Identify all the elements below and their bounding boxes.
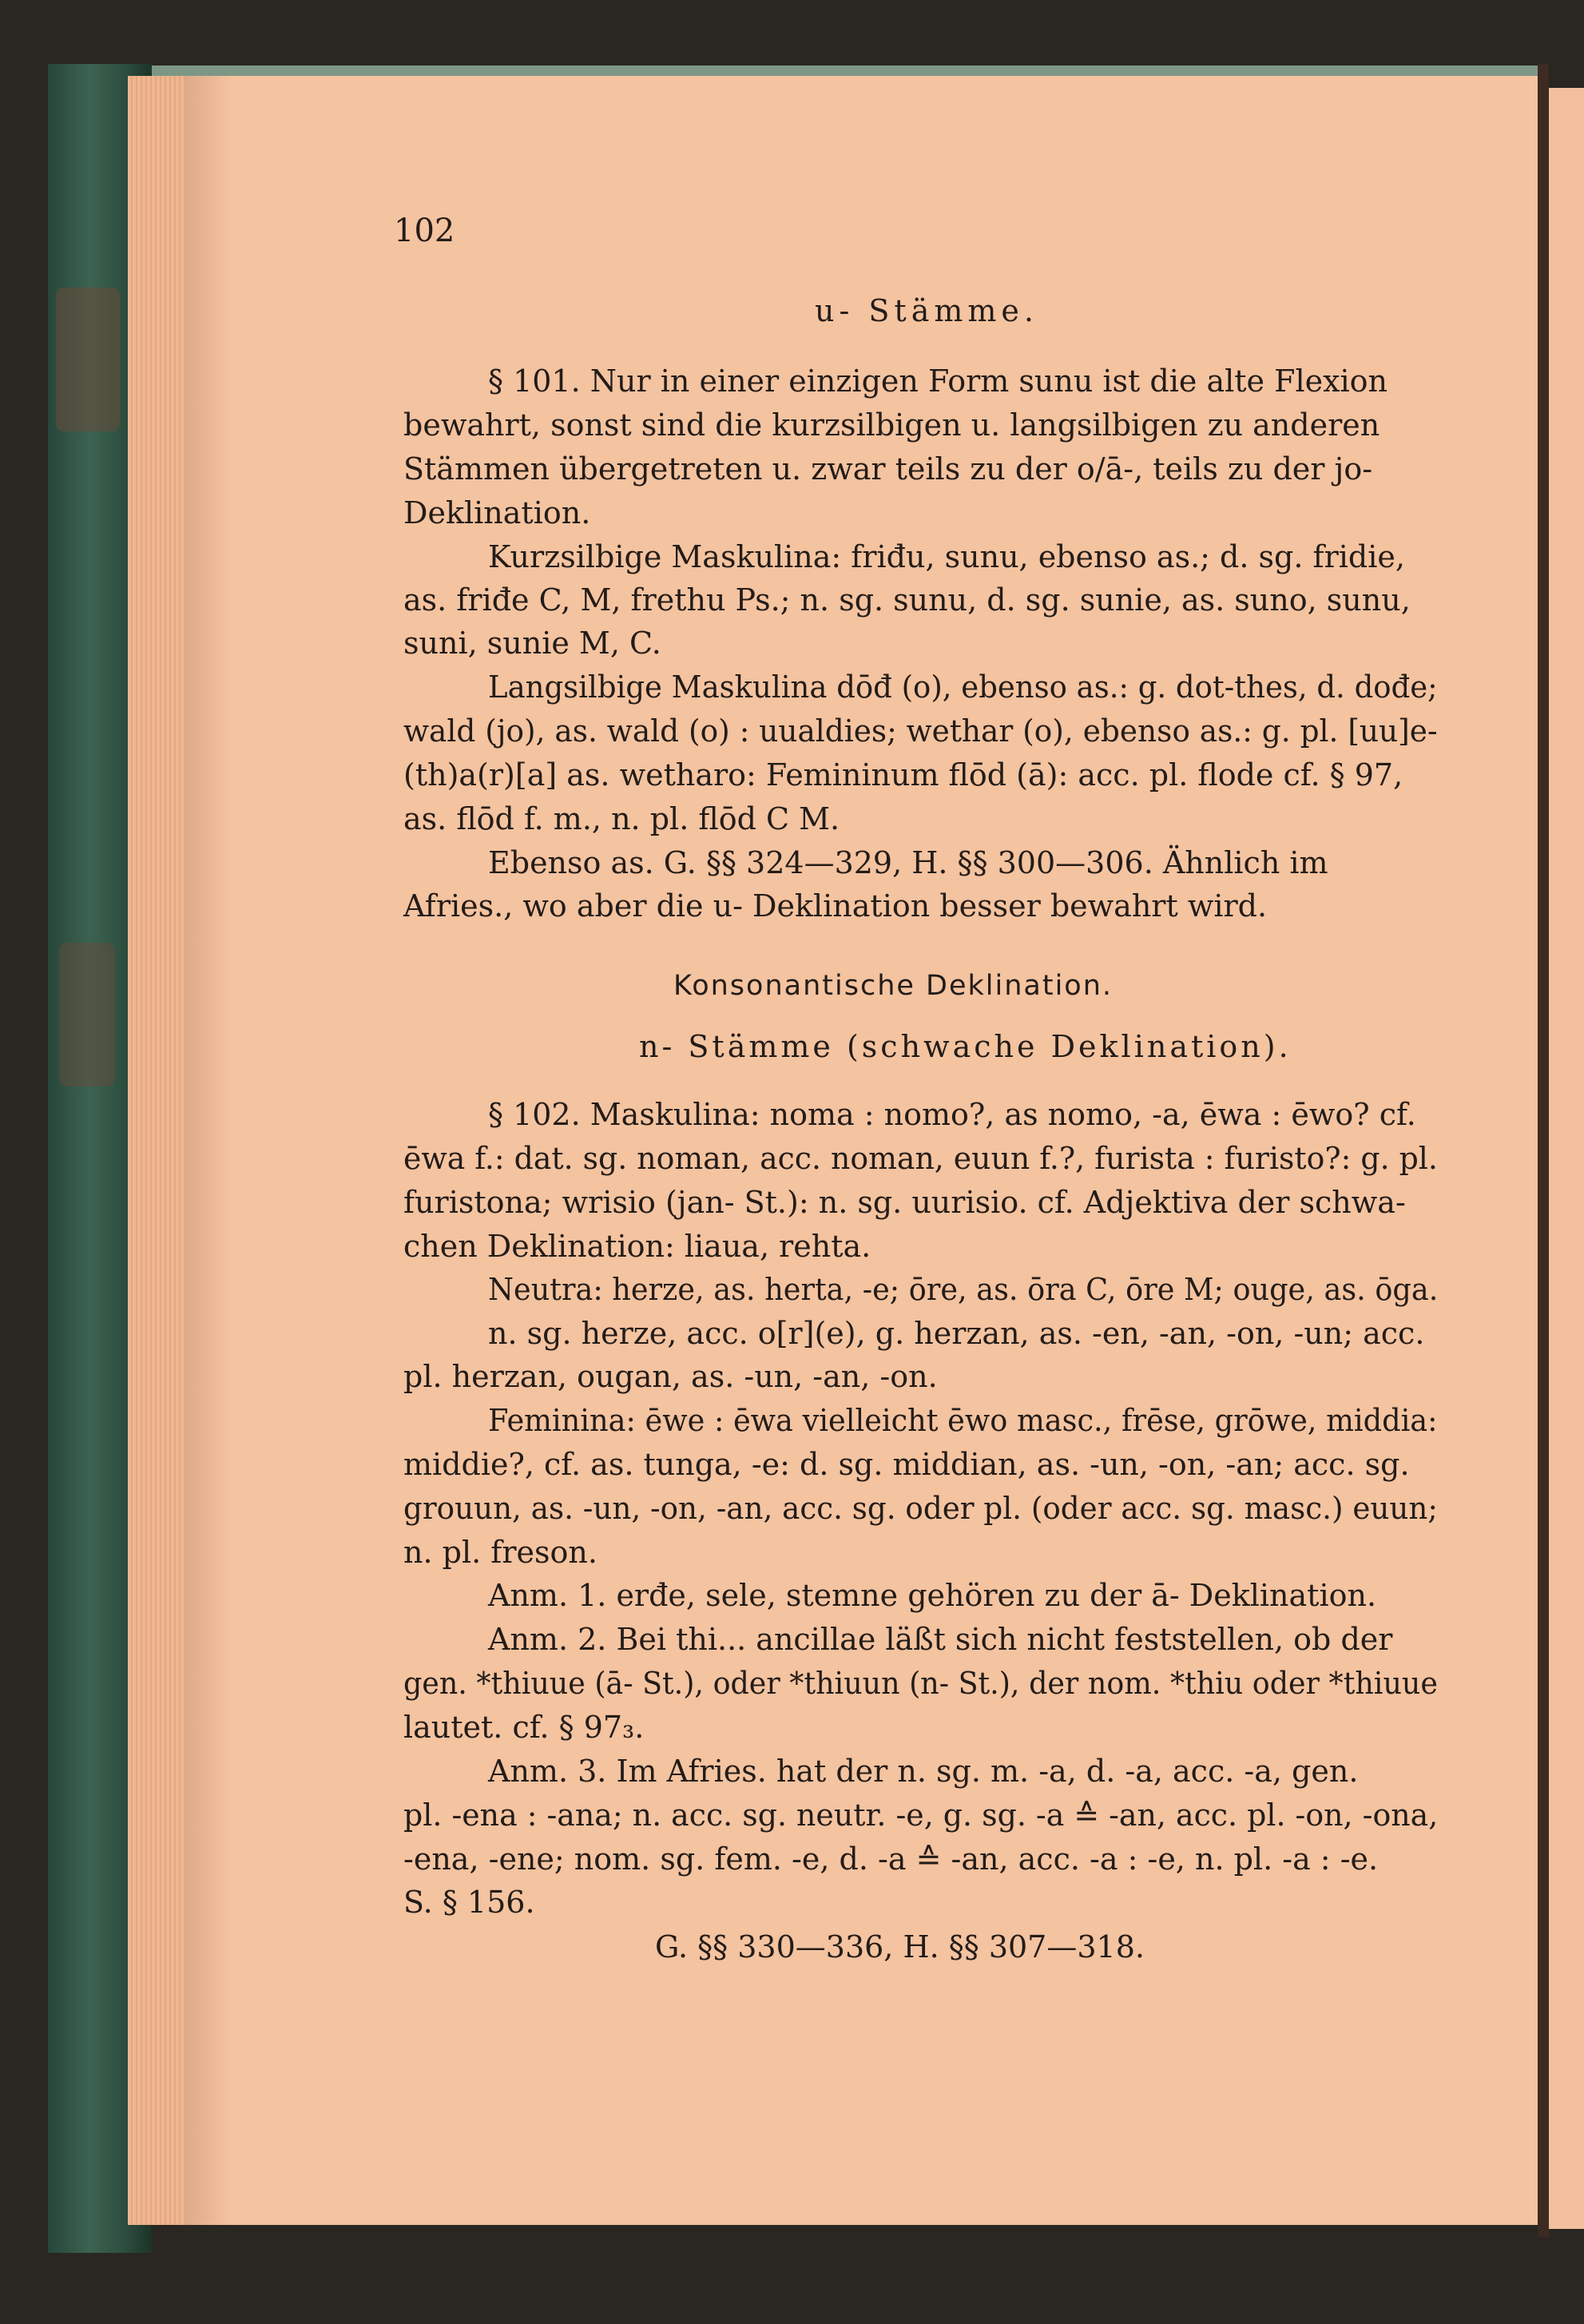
section-heading: u- Stämme. (815, 293, 1038, 328)
text-line: Stämmen übergetreten u. zwar teils zu der o/ā-, teils zu der jo- (403, 451, 1373, 487)
text-line: as. flōd f. m., n. pl. flōd C M. (403, 801, 840, 836)
text-line: pl. -ena : -ana; n. acc. sg. neutr. -e, g. sg. -a ≙ -an, acc. pl. -on, -ona, (403, 1798, 1439, 1833)
reference-line: G. §§ 330—336, H. §§ 307—318. (655, 1929, 1145, 1964)
text-line: pl. herzan, ougan, as. -un, -an, -on. (403, 1359, 938, 1394)
text-line: § 102. Maskulina: noma : nomo?, as nomo, -a, ēwa : ēwo? cf. (488, 1097, 1416, 1132)
section-title: Konsonantische Deklination. (673, 970, 1114, 1002)
text-line: Anm. 2. Bei thi... ancillae läßt sich nicht feststellen, ob der (488, 1622, 1393, 1657)
text-line: Feminina: ēwe : ēwa vielleicht ēwo masc., frēse, grōwe, middia: (488, 1403, 1438, 1438)
text-line: n. pl. freson. (403, 1535, 597, 1570)
text-line: -ena, -ene; nom. sg. fem. -e, d. -a ≙ -an, acc. -a : -e, n. pl. -a : -e. (403, 1841, 1379, 1877)
text-line: Afries., wo aber die u- Deklination besser bewahrt wird. (403, 888, 1268, 924)
text-line: chen Deklination: liaua, rehta. (403, 1229, 871, 1264)
text-line: Kurzsilbige Maskulina: friđu, sunu, ebenso as.; d. sg. fridie, (488, 539, 1405, 574)
text-line: gen. *thiuue (ā- St.), oder *thiuun (n- St.), der nom. *thiu oder *thiuue (403, 1666, 1438, 1701)
text-line: as. friđe C, M, frethu Ps.; n. sg. sunu, d. sg. sunie, as. suno, sunu, (403, 582, 1411, 618)
text-line: Neutra: herze, as. herta, -e; ōre, as. ōra C, ōre M; ouge, as. ōga. (488, 1272, 1439, 1307)
text-line: Langsilbige Maskulina dōđ (o), ebenso as.: g. dot-thes, d. dođe; (488, 669, 1438, 705)
text-line: furistona; wrisio (jan- St.): n. sg. uurisio. cf. Adjektiva der schwa- (403, 1185, 1406, 1220)
text-line: lautet. cf. § 97₃. (403, 1710, 645, 1745)
text-line: § 101. Nur in einer einzigen Form sunu ist die alte Flexion (488, 363, 1388, 399)
text-line: n. sg. herze, acc. o[r](e), g. herzan, as. -en, -an, -on, -un; acc. (488, 1316, 1425, 1351)
page-gap (1538, 64, 1549, 2237)
text-line: ēwa f.: dat. sg. noman, acc. noman, euun f.?, furista : furisto?: g. pl. (403, 1141, 1438, 1176)
text-line: suni, sunie M, C. (403, 626, 661, 661)
binding-wear-mark (59, 943, 115, 1087)
gutter-shadow (184, 76, 232, 2225)
text-line: Ebenso as. G. §§ 324—329, H. §§ 300—306. Ähnlich im (488, 845, 1328, 880)
text-line: Anm. 1. erđe, sele, stemne gehören zu der ā- Deklination. (488, 1578, 1377, 1613)
text-line: Anm. 3. Im Afries. hat der n. sg. m. -a, d. -a, acc. -a, gen. (488, 1754, 1359, 1789)
section-subtitle: n- Stämme (schwache Deklination). (639, 1029, 1292, 1064)
text-line: Deklination. (403, 495, 591, 530)
page-number: 102 (394, 213, 455, 249)
text-line: bewahrt, sonst sind die kurzsilbigen u. langsilbigen zu anderen (403, 407, 1380, 443)
binding-wear-mark (56, 288, 120, 431)
text-line: S. § 156. (403, 1885, 535, 1920)
facing-page-edge (1549, 88, 1584, 2229)
text-line: wald (jo), as. wald (o) : uualdies; wethar (o), ebenso as.: g. pl. [uu]e- (403, 713, 1438, 749)
text-line: (th)a(r)[a] as. wetharo: Femininum flōd (ā): acc. pl. flode cf. § 97, (403, 757, 1403, 793)
text-line: grouun, as. -un, -on, -an, acc. sg. oder pl. (oder acc. sg. masc.) euun; (403, 1491, 1438, 1526)
text-line: middie?, cf. as. tunga, -e: d. sg. middian, as. -un, -on, -an; acc. sg. (403, 1447, 1410, 1482)
